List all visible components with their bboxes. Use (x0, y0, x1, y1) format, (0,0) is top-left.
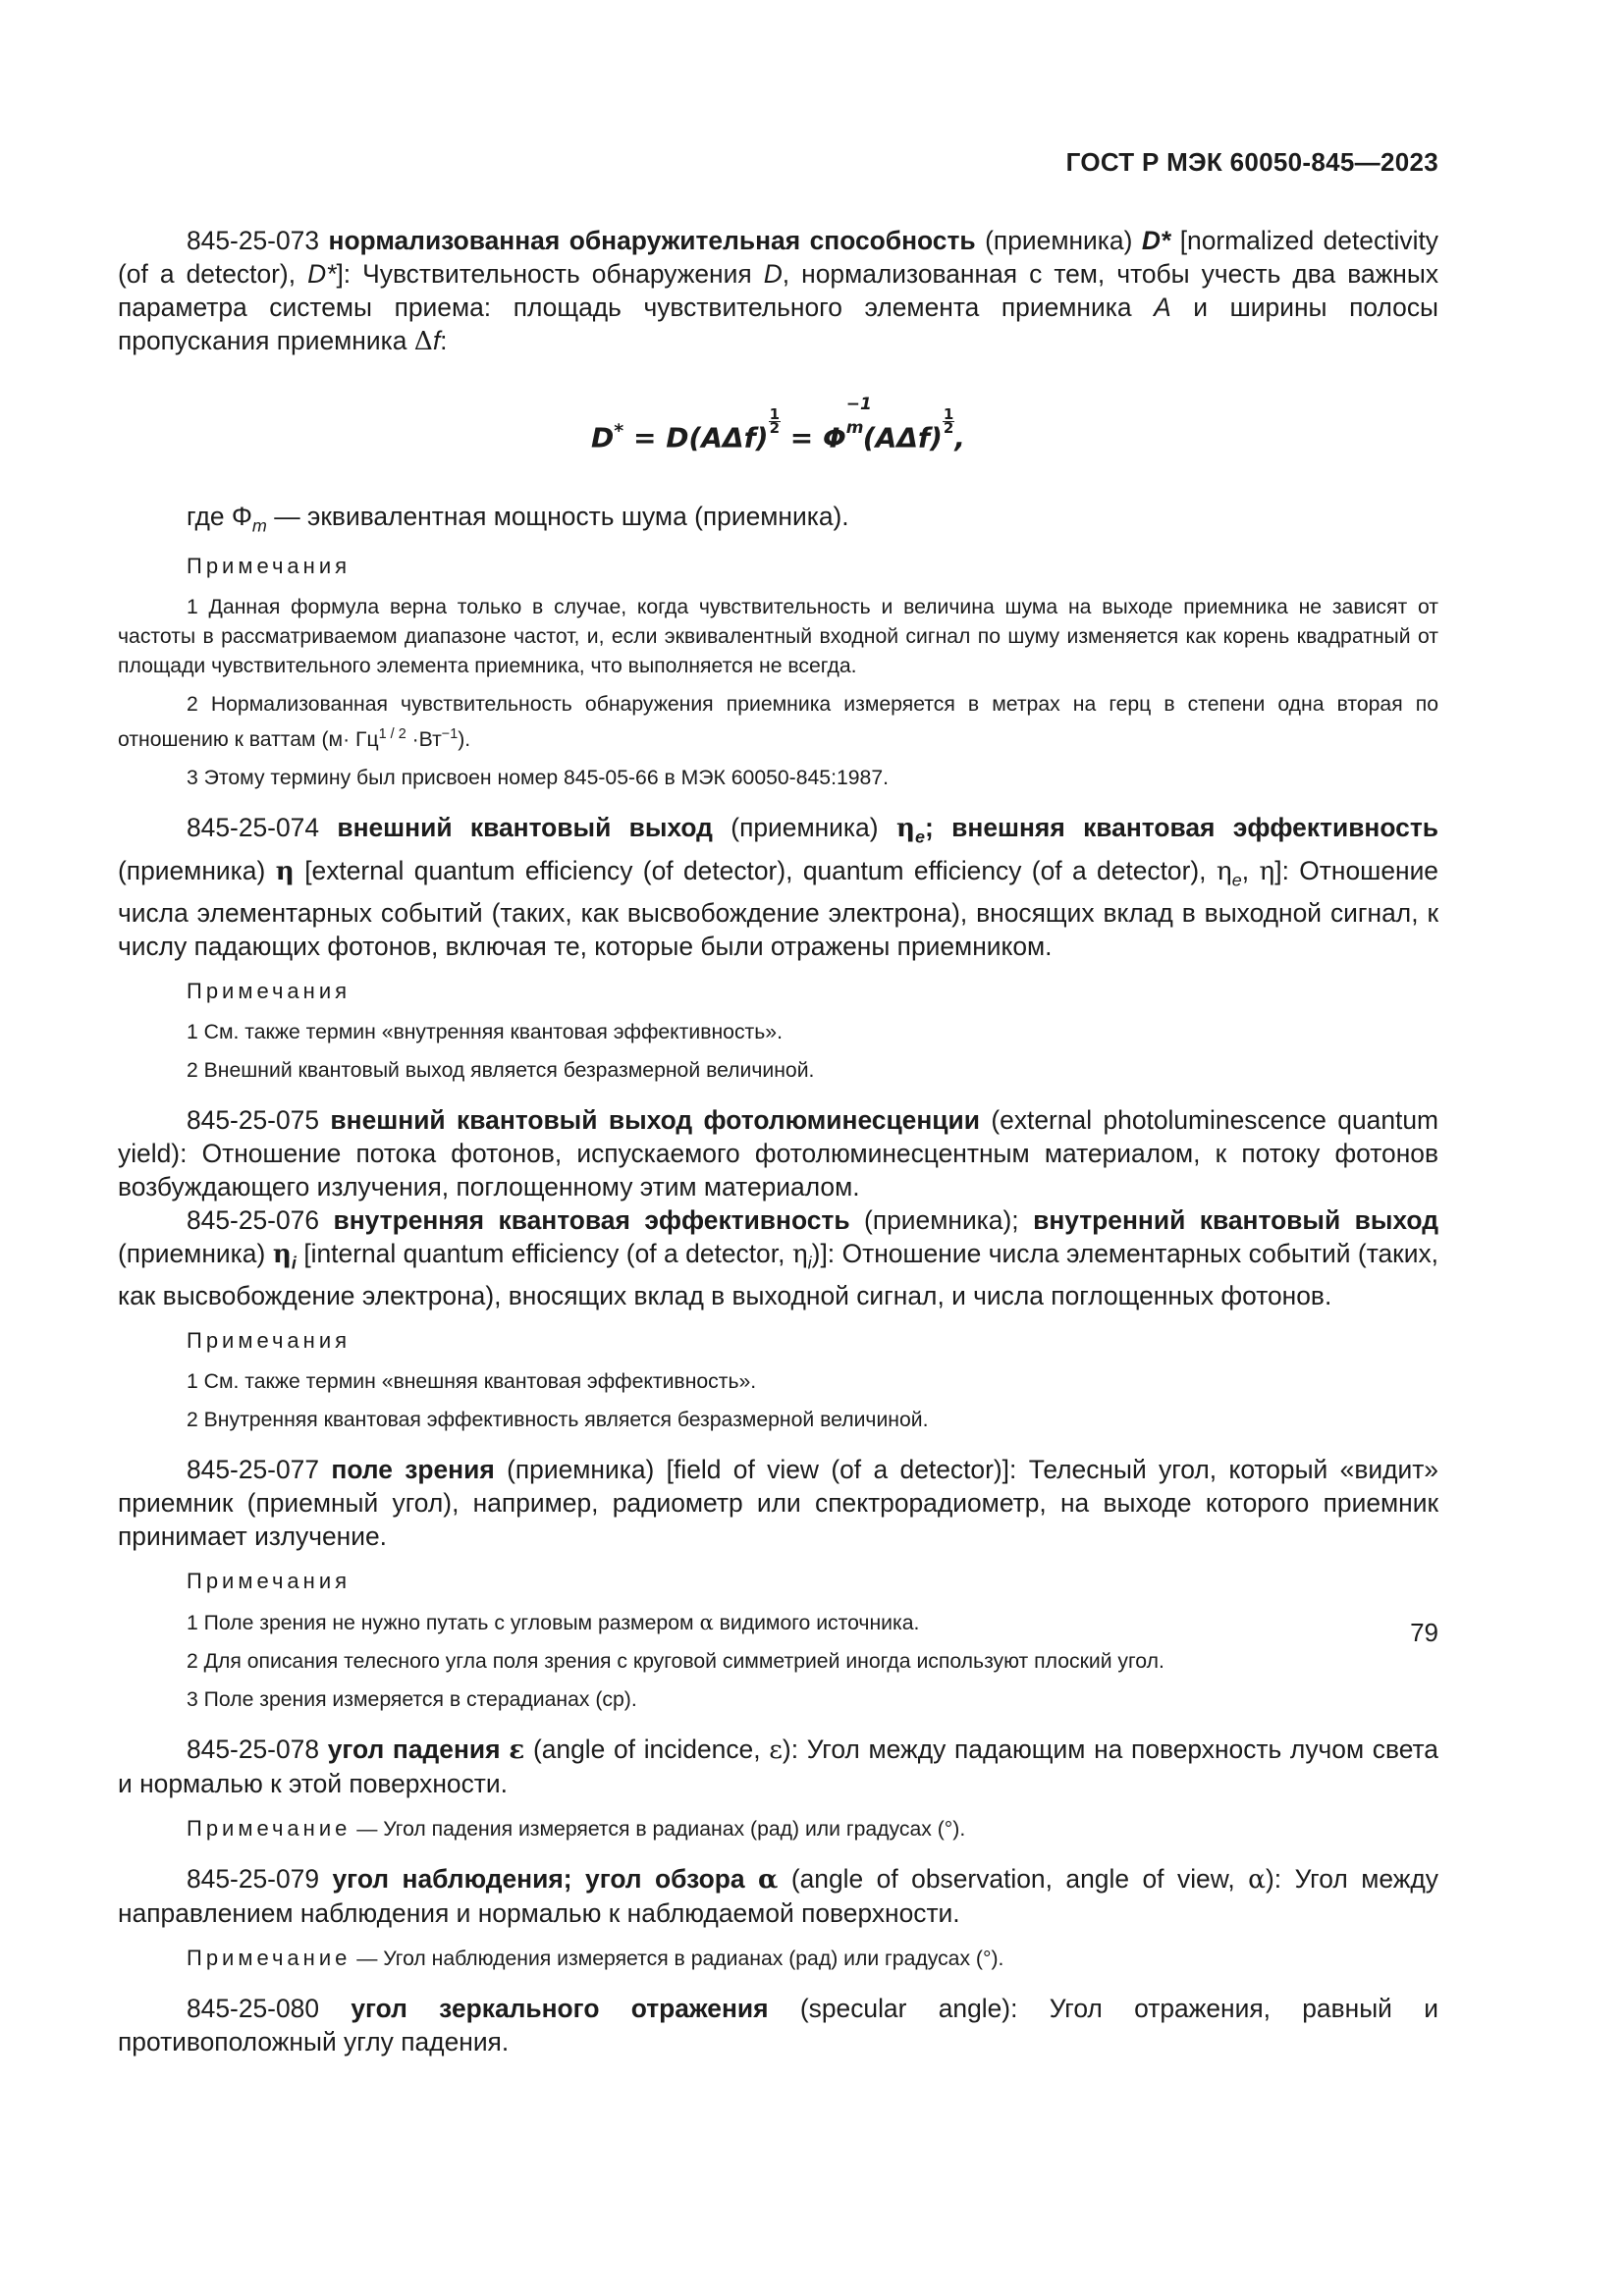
notes-heading: Примечания (187, 554, 352, 579)
note-item: 1 Данная формула верна только в случае, когда чувствительность и величина шума на выходе приемника не зависят от частоты в рассматриваемом диапазоне частот, и, если эквивалентный входной сигнал по шуму изменяется как корень квадратный от площади чувствительного элемента приемника, что выполняется не всегда. (118, 596, 1438, 678)
notes-heading: Примечания (187, 1569, 352, 1594)
term-name: угол падения (327, 1735, 501, 1765)
note-item: 2 Нормализованная чувствительность обнаружения приемника измеряется в метрах на герц в степени одна вторая по отношению к ваттам $(м\cdot Гц^{1 / 2} \cdot Вт^{-1})$. (118, 693, 1438, 752)
term-entry-080: 845-25-080 угол зеркального отражения (specular angle): Угол отражения, равный и противоположный углу падения. (118, 1994, 1438, 2057)
note-item: 3 Этому термину был присвоен номер 845-05-66 в МЭК 60050-845:1987. (187, 767, 889, 790)
term-entry-079: 845-25-079 угол наблюдения; угол обзора α (angle of observation, angle of view, α): Угол между направлением наблюдения и нормалью к наблюдаемой поверхности. (118, 1864, 1438, 1929)
term-entry-073: 845-25-073 нормализованная обнаружительная способность (приемника) D* [normalized detectivity (of a detector), D*]: Чувствительность обнаружения D, нормализованная с тем, чтобы учесть два важных параметра системы приема: площадь чувствительного элемента приемника A и ширины полосы пропускания приемника Δf: (118, 226, 1439, 356)
term-name: нормализованная обнаружительная способность (328, 226, 976, 255)
term-number: 845-25-079 (187, 1864, 319, 1895)
term-name: угол зеркального отражения (351, 1994, 769, 2024)
single-note: Примечание — Угол наблюдения измеряется в радианах (рад) или градусах (°). (187, 1946, 1004, 1971)
term-entry-076: 845-25-076 внутренняя квантовая эффективность (приемника); внутренний квантовый выход (приемника) $\eta_i$ [internal quantum efficiency (of a detector, $\eta_i$)]: Отношение числа элементарных событий (таких, как высвобождение электрона), вносящих вклад в выходной сигнал, и числа поглощенных фотонов. (118, 1204, 1438, 1311)
document-page (118, 0, 1438, 2296)
note-item: 2 Внешний квантовый выход является безразмерной величиной. (187, 1058, 815, 1082)
term-number: 845-25-073 (187, 226, 319, 255)
term-name: внутренняя квантовая эффективность (333, 1204, 850, 1235)
term-number: 845-25-080 (187, 1994, 319, 2024)
note-item: 1 Поле зрения не нужно путать с угловым размером α видимого источника. (187, 1610, 920, 1635)
formula-legend: где $\Phi_m$ — эквивалентная мощность шума (приемника). (187, 502, 849, 536)
term-number: 845-25-078 (187, 1735, 319, 1765)
term-number: 845-25-077 (187, 1455, 319, 1485)
term-number: 845-25-075 (187, 1104, 319, 1135)
term-name: внешний квантовый выход (337, 813, 713, 843)
term-entry-077: 845-25-077 поле зрения (приемника) [field of view (of a detector)]: Телесный угол, который «видит» приемник (приемный угол), например, радиометр или спектрорадиометр, на выходе которого приемник принимает излучение. (118, 1455, 1438, 1552)
page-header: ГОСТ Р МЭК 60050-845—2023 (1065, 147, 1438, 177)
notes-heading: Примечания (187, 978, 352, 1003)
term-name: поле зрения (331, 1455, 495, 1485)
half-fraction: $\frac{1}{2}$ (769, 405, 780, 438)
document-body (118, 224, 1438, 2072)
term-number: 845-25-074 (187, 813, 319, 843)
term-name: внешний квантовый выход фотолюминесценции (330, 1104, 980, 1135)
note-item: 2 Внутренняя квантовая эффективность является безразмерной величиной. (187, 1409, 929, 1432)
term-number: 845-25-076 (187, 1204, 319, 1235)
notes-heading: Примечания (187, 1328, 352, 1354)
note-item: 1 См. также термин «внешняя квантовая эффективность». (187, 1370, 757, 1394)
page-number: 79 (1410, 1618, 1438, 1647)
term-entry-074: 845-25-074 внешний квантовый выход (приемника) $\eta_e$; внешняя квантовая эффективность (приемника) η [external quantum efficiency (of detector), quantum efficiency (of a detector), $\eta_e$, η]: Отношение числа элементарных событий (таких, как высвобождение электрона), вносящих вклад в выходной сигнал, к числу падающих фотонов, включая те, которые были отражены приемником. (118, 813, 1438, 961)
term-symbol: D* (1141, 226, 1171, 255)
detectivity-formula: D* = D(AΔf) $\frac{1}{2}$ = Φ −1 m (AΔf) $\frac{1}{2}$ , (591, 395, 965, 454)
note-item: 2 Для описания телесного угла поля зрения с круговой симметрией иногда используют плоский угол. (187, 1650, 1164, 1674)
term-entry-075: 845-25-075 внешний квантовый выход фотолюминесценции (external photoluminescence quantum yield): Отношение потока фотонов, испускаемого фотолюминесцентным материалом, к потоку фотонов возбуждающего излучения, поглощенному этим материалом. (118, 1104, 1438, 1201)
single-note: Примечание — Угол падения измеряется в радианах (рад) или градусах (°). (187, 1816, 966, 1842)
term-entry-078: 845-25-078 угол падения ε (angle of incidence, ε): Угол между падающим на поверхность лучом света и нормалью к этой поверхности. (118, 1735, 1438, 1799)
term-name: угол наблюдения; угол обзора (332, 1864, 745, 1895)
note-item: 3 Поле зрения измеряется в стерадианах (ср). (187, 1688, 637, 1712)
note-item: 1 См. также термин «внутренняя квантовая эффективность». (187, 1020, 783, 1043)
half-fraction-2: $\frac{1}{2}$ (943, 405, 954, 438)
